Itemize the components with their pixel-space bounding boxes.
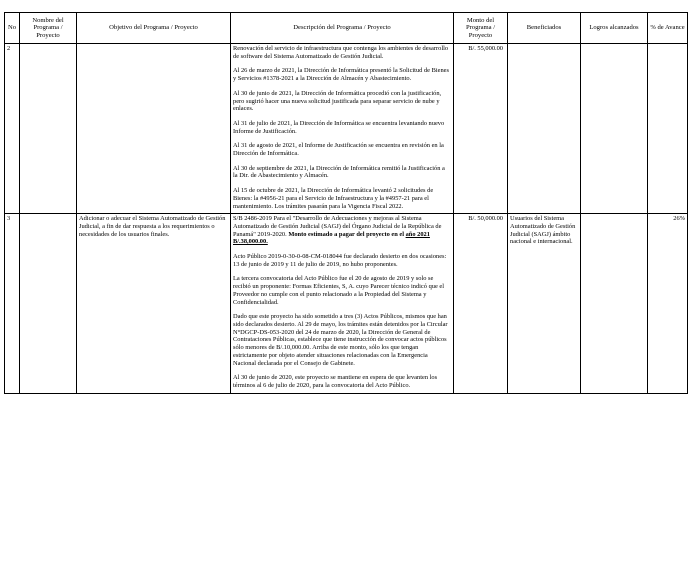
description-paragraph: La tercera convocatoria del Acto Público fue el 20 de agosto de 2019 y solo se recibió un proponente: Formas Eficientes, S, A. cuyo Parecer técnico indicó que el Proveedor no cumple con el punto relacionado a la Propiedad del Sistema y Confidencialidad.	[233, 275, 445, 306]
row-logros	[581, 214, 648, 393]
description-paragraph: Al 30 de junio de 2020, este proyecto se mantiene en espera de que levanten los términos al 6 de julio de 2020, para la convocatoria del Acto Público.	[233, 374, 438, 389]
description-paragraph	[233, 215, 451, 246]
description-paragraph: Al 31 de julio de 2021, la Dirección de Informática se encuentra levantando nuevo Informe de Justificación.	[233, 119, 445, 135]
row-no: 2	[5, 44, 20, 214]
description-paragraph: Al 26 de marzo de 2021, la Dirección de Informática presentó la Solicitud de Bienes y Servicios #1378-2021 a la Dirección de Almacén y Abastecimiento.	[233, 67, 449, 83]
row-avance	[648, 44, 688, 214]
description-paragraph: Renovación del servicio de infraestructura que contenga los ambientes de desarrollo de software del Sistema Automatizado de Gestión Judicial.	[233, 45, 449, 60]
header-no: No	[5, 13, 20, 44]
row-objetivo	[77, 44, 231, 214]
header-monto: Monto del Programa / Proyecto	[454, 13, 508, 44]
description-paragraph: Dado que este proyecto ha sido sometido a tres (3) Actos Públicos, mismos que han sido declarados desierto. Al 29 de mayo, los trámites están detenidos por la Circular N°DGCP-DS-053-2020 del 24 de marzo de 2020, la Dirección de General de Contrataciones Públicas, establece que tiene instrucción de convocar actos públicos sólo menores de B/.10,000.00. Arriba de este monto, sólo los que tengan estrictamente por objeto atender situaciones relacionadas con la Emergencia Nacional declarada por el Consejo de Gabinete.	[233, 313, 448, 367]
estimated-amount-text: Monto estimado a pagar del proyecto en el	[288, 230, 406, 238]
projects-table	[4, 12, 688, 394]
description-paragraph: Acto Público 2019-0-30-0-08-CM-018044 fue declarado desierto en dos ocasiones: 13 de junio de 2019 y 11 de julio de 2019, no hubo proponentes.	[233, 253, 447, 268]
row-descripcion	[231, 44, 454, 214]
table-row	[5, 44, 688, 214]
row-logros	[581, 44, 648, 214]
row-beneficiados	[508, 44, 581, 214]
header-nombre: Nombre del Programa / Proyecto	[20, 13, 77, 44]
row-no: 3	[5, 214, 20, 393]
row-objetivo: Adicionar o adecuar el Sistema Automatizado de Gestión Judicial, a fin de dar respuesta a los requerimientos o necesidades de los usuarios finales.	[77, 214, 231, 393]
row-nombre	[20, 44, 77, 214]
estimated-amount-value: año 2021 B/.38,000.00.	[233, 230, 430, 246]
description-paragraph: Al 30 de septiembre de 2021, la Dirección de Informática remitió la Justificación a la Dir. de Abastecimiento y Almacén.	[233, 164, 445, 180]
description-paragraph: Al 31 de agosto de 2021, el Informe de Justificación se encuentra en revisión en la Dirección de Informática.	[233, 142, 444, 158]
header-beneficiados: Beneficiados	[508, 13, 581, 44]
row-monto: B/. 55,000.00	[454, 44, 508, 214]
table-header-row	[5, 13, 688, 44]
header-descripcion: Descripción del Programa / Proyecto	[231, 13, 454, 44]
row-avance: 26%	[648, 214, 688, 393]
description-paragraph: Al 15 de octubre de 2021, la Dirección de Informática levantó 2 solicitudes de Bienes: la #4956-21 para el Servicio de Infraestructura y la #4957-21 para el mantenimiento. Los trámites pasarán para la Vigencia Fiscal 2022.	[233, 187, 434, 210]
description-paragraph: Al 30 de junio de 2021, la Dirección de Informática procedió con la justificación, pero sugirió hacer una nueva solicitud justificada para separar servicio de nube y enlaces.	[233, 89, 442, 113]
description-text: S/B 2486-2019 Para el "Desarrollo de Adecuaciones y mejoras al Sistema Automatizado de Gestión Judicial (SAGJ) del Órgano Judicial de la República de Panamá" 2019-2020.	[233, 215, 442, 238]
table-row	[5, 214, 688, 393]
document-page	[4, 12, 688, 394]
header-logros: Logros alcanzados	[581, 13, 648, 44]
header-avance: % de Avance	[648, 13, 688, 44]
row-beneficiados: Usuarios del Sistema Automatizado de Gestión Judicial (SAGJ) ámbito nacional e internacional.	[508, 214, 581, 393]
header-objetivo: Objetivo del Programa / Proyecto	[77, 13, 231, 44]
row-descripcion	[231, 214, 454, 393]
row-nombre	[20, 214, 77, 393]
row-monto: B/. 50,000.00	[454, 214, 508, 393]
